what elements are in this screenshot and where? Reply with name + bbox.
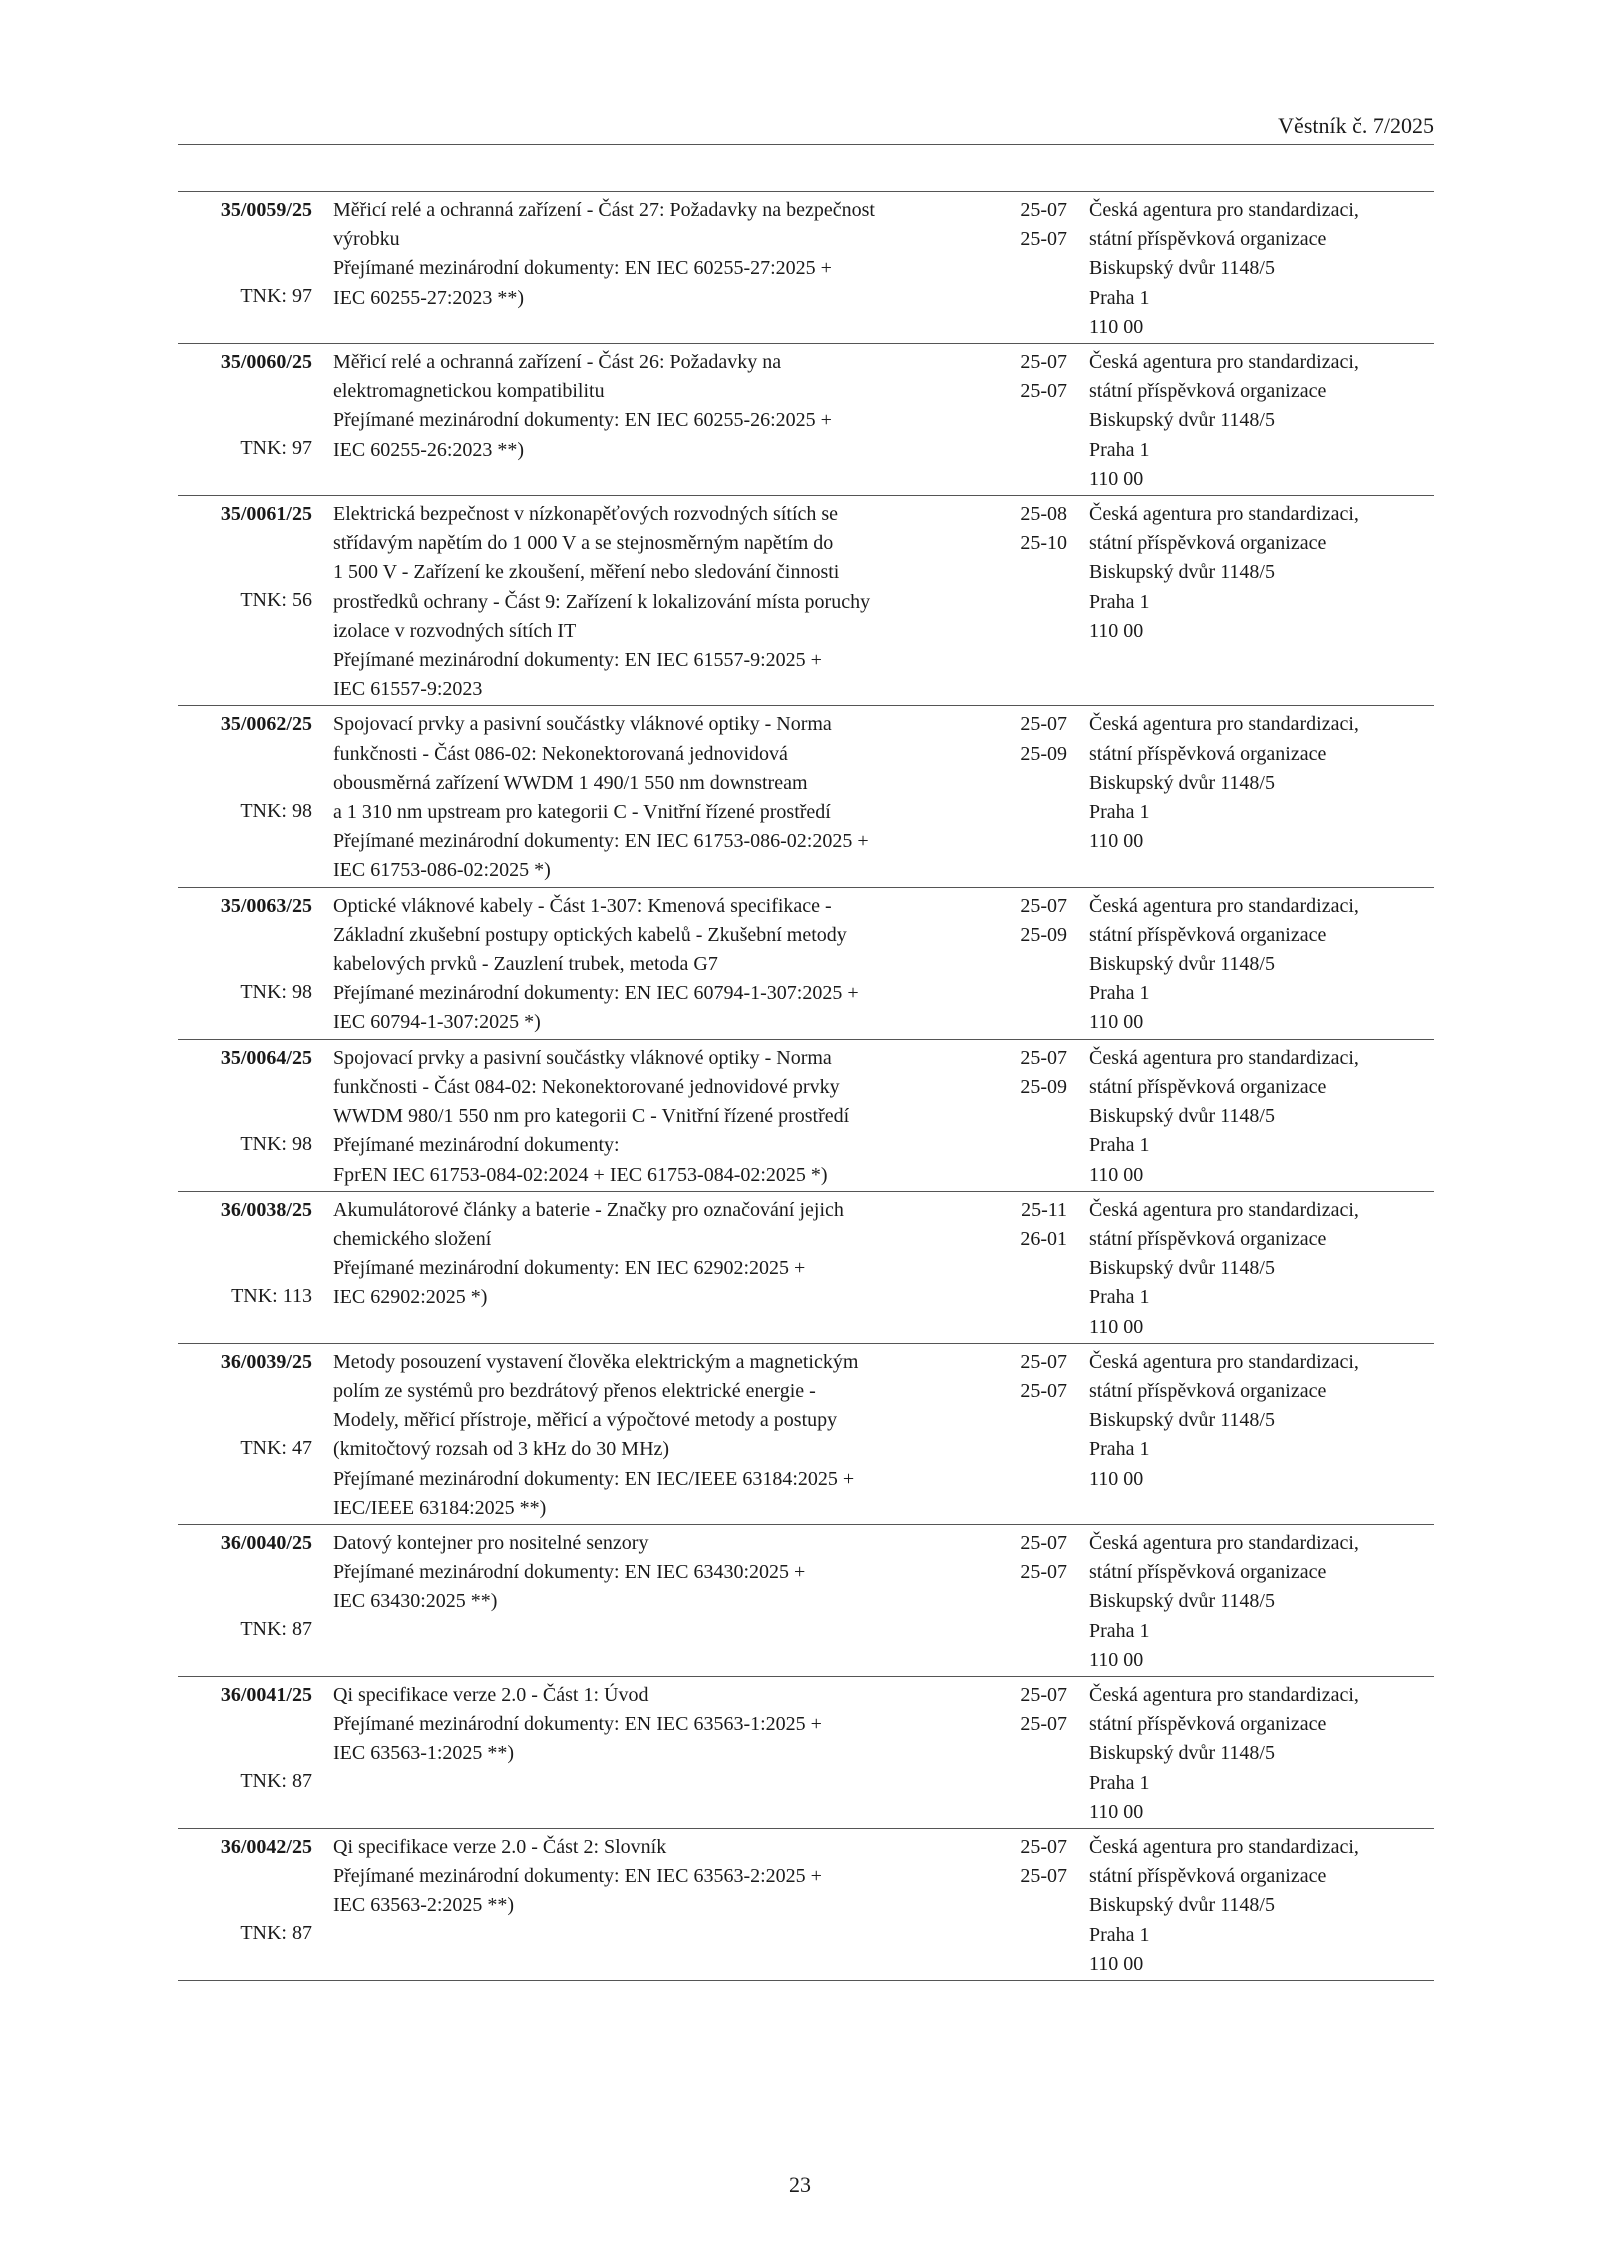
description-line: Přejímané mezinárodní dokumenty: EN IEC 60255-27:2025 + bbox=[333, 257, 832, 280]
description-line: IEC 62902:2025 *) bbox=[333, 1286, 488, 1309]
standard-entry bbox=[178, 496, 1434, 706]
entry-dates bbox=[1009, 1343, 1067, 1524]
entry-dates bbox=[1009, 344, 1067, 496]
description-line: Přejímané mezinárodní dokumenty: bbox=[333, 1134, 620, 1157]
entry-id-cell bbox=[178, 1343, 312, 1524]
description-line: Metody posouzení vystavení člověka elektrickým a magnetickým bbox=[333, 1350, 859, 1373]
address-line: 110 00 bbox=[1089, 1952, 1144, 1975]
description-line: a 1 310 nm upstream pro kategorii C - Vnitřní řízené prostředí bbox=[333, 801, 831, 824]
address-line: Česká agentura pro standardizaci, bbox=[1089, 713, 1359, 736]
entry-dates bbox=[1009, 706, 1067, 887]
entry-tnk: TNK: 87 bbox=[240, 1770, 312, 1793]
entry-number: 36/0038/25 bbox=[220, 1198, 312, 1221]
entry-tnk: TNK: 113 bbox=[231, 1284, 312, 1307]
entry-address bbox=[1067, 1828, 1434, 1980]
description-line: Základní zkušební postupy optických kabelů - Zkušební metody bbox=[333, 923, 847, 946]
entry-address bbox=[1067, 706, 1434, 887]
date-line: 25-07 bbox=[1020, 894, 1067, 917]
address-line: 110 00 bbox=[1089, 467, 1144, 490]
entry-description bbox=[312, 1039, 1009, 1191]
date-line: 25-09 bbox=[1020, 742, 1067, 765]
entry-number: 36/0039/25 bbox=[220, 1350, 312, 1373]
address-line: 110 00 bbox=[1089, 619, 1144, 642]
entry-number: 36/0040/25 bbox=[220, 1531, 312, 1554]
description-line: funkčnosti - Část 086-02: Nekonektorovaná jednovidová bbox=[333, 742, 788, 765]
description-line: (kmitočtový rozsah od 3 kHz do 30 MHz) bbox=[333, 1438, 670, 1461]
description-line: izolace v rozvodných sítích IT bbox=[333, 619, 577, 642]
date-line: 25-07 bbox=[1020, 1683, 1067, 1706]
description-line: prostředků ochrany - Část 9: Zařízení k lokalizování místa poruchy bbox=[333, 590, 871, 613]
date-line: 25-07 bbox=[1020, 713, 1067, 736]
standard-entry bbox=[178, 1676, 1434, 1828]
entry-description bbox=[312, 1191, 1009, 1343]
address-line: 110 00 bbox=[1089, 315, 1144, 338]
entry-id-cell bbox=[178, 1676, 312, 1828]
address-line: Praha 1 bbox=[1089, 1923, 1150, 1946]
entry-id-cell bbox=[178, 1828, 312, 1980]
address-line: Praha 1 bbox=[1089, 1286, 1150, 1309]
entry-address bbox=[1067, 1343, 1434, 1524]
entry-address bbox=[1067, 887, 1434, 1039]
address-line: Praha 1 bbox=[1089, 982, 1150, 1005]
address-line: státní příspěvková organizace bbox=[1089, 1075, 1327, 1098]
entry-description bbox=[312, 1828, 1009, 1980]
address-line: státní příspěvková organizace bbox=[1089, 380, 1327, 403]
date-line: 25-07 bbox=[1020, 1531, 1067, 1554]
entry-id-cell bbox=[178, 1039, 312, 1191]
entry-id-cell bbox=[178, 1524, 312, 1676]
description-line: obousměrná zařízení WWDM 1 490/1 550 nm downstream bbox=[333, 771, 808, 794]
address-line: Praha 1 bbox=[1089, 1134, 1150, 1157]
entry-dates bbox=[1009, 1828, 1067, 1980]
entry-description bbox=[312, 496, 1009, 706]
address-line: Česká agentura pro standardizaci, bbox=[1089, 199, 1359, 221]
description-line: Přejímané mezinárodní dokumenty: EN IEC/IEEE 63184:2025 + bbox=[333, 1467, 855, 1490]
address-line: státní příspěvková organizace bbox=[1089, 532, 1327, 555]
description-line: Přejímané mezinárodní dokumenty: EN IEC 60794-1-307:2025 + bbox=[333, 982, 859, 1005]
entry-tnk: TNK: 97 bbox=[240, 285, 312, 308]
entry-tnk: TNK: 56 bbox=[240, 589, 312, 612]
entry-tnk: TNK: 87 bbox=[240, 1618, 312, 1641]
date-line: 25-07 bbox=[1020, 1865, 1067, 1888]
entry-dates bbox=[1009, 887, 1067, 1039]
description-line: výrobku bbox=[333, 228, 400, 251]
address-line: Česká agentura pro standardizaci, bbox=[1089, 894, 1359, 917]
description-line: Elektrická bezpečnost v nízkonapěťových rozvodných sítích se bbox=[333, 503, 839, 526]
page-number: 23 bbox=[789, 2172, 811, 2197]
address-line: Česká agentura pro standardizaci, bbox=[1089, 351, 1359, 374]
address-line: Biskupský dvůr 1148/5 bbox=[1089, 1257, 1275, 1280]
entry-id-cell bbox=[178, 192, 312, 344]
address-line: Biskupský dvůr 1148/5 bbox=[1089, 257, 1275, 280]
entry-tnk: TNK: 97 bbox=[240, 437, 312, 460]
date-line: 25-07 bbox=[1020, 1835, 1067, 1858]
entry-number: 35/0063/25 bbox=[220, 894, 312, 917]
date-line: 25-11 bbox=[1021, 1198, 1067, 1221]
address-line: Praha 1 bbox=[1089, 286, 1150, 309]
entry-address bbox=[1067, 1191, 1434, 1343]
description-line: Měřicí relé a ochranná zařízení - Část 27: Požadavky na bezpečnost bbox=[333, 199, 875, 221]
address-line: Česká agentura pro standardizaci, bbox=[1089, 503, 1359, 526]
date-line: 25-10 bbox=[1020, 532, 1067, 555]
entry-description bbox=[312, 1676, 1009, 1828]
address-line: státní příspěvková organizace bbox=[1089, 1227, 1327, 1250]
address-line: Česká agentura pro standardizaci, bbox=[1089, 1835, 1359, 1858]
entry-tnk: TNK: 47 bbox=[240, 1436, 312, 1459]
entry-address bbox=[1067, 344, 1434, 496]
description-line: Qi specifikace verze 2.0 - Část 1: Úvod bbox=[333, 1683, 649, 1706]
address-line: Praha 1 bbox=[1089, 1619, 1150, 1642]
standard-entry bbox=[178, 192, 1434, 344]
address-line: Praha 1 bbox=[1089, 590, 1150, 613]
entry-id-cell bbox=[178, 496, 312, 706]
entry-description bbox=[312, 706, 1009, 887]
standard-entry bbox=[178, 706, 1434, 887]
description-line: polím ze systémů pro bezdrátový přenos elektrické energie - bbox=[333, 1379, 816, 1402]
standard-entry bbox=[178, 887, 1434, 1039]
address-line: Praha 1 bbox=[1089, 1771, 1150, 1794]
entry-number: 35/0059/25 bbox=[220, 199, 312, 221]
description-line: chemického složení bbox=[333, 1227, 492, 1250]
address-line: Česká agentura pro standardizaci, bbox=[1089, 1350, 1359, 1373]
date-line: 25-07 bbox=[1020, 228, 1067, 251]
date-line: 25-08 bbox=[1020, 503, 1067, 526]
entry-dates bbox=[1009, 496, 1067, 706]
address-line: 110 00 bbox=[1089, 1163, 1144, 1186]
address-line: Česká agentura pro standardizaci, bbox=[1089, 1531, 1359, 1554]
description-line: Přejímané mezinárodní dokumenty: EN IEC 63563-2:2025 + bbox=[333, 1865, 822, 1888]
entry-address bbox=[1067, 1524, 1434, 1676]
entry-description bbox=[312, 192, 1009, 344]
address-line: Biskupský dvůr 1148/5 bbox=[1089, 1894, 1275, 1917]
description-line: IEC 63563-1:2025 **) bbox=[333, 1742, 515, 1765]
address-line: Biskupský dvůr 1148/5 bbox=[1089, 1105, 1275, 1128]
description-line: Přejímané mezinárodní dokumenty: EN IEC 63430:2025 + bbox=[333, 1561, 806, 1584]
entry-tnk: TNK: 98 bbox=[240, 980, 312, 1003]
address-line: Biskupský dvůr 1148/5 bbox=[1089, 771, 1275, 794]
standard-entry bbox=[178, 344, 1434, 496]
description-line: IEC 60794-1-307:2025 *) bbox=[333, 1011, 541, 1034]
description-line: IEC 61753-086-02:2025 *) bbox=[333, 859, 551, 882]
description-line: Spojovací prvky a pasivní součástky vláknové optiky - Norma bbox=[333, 1046, 832, 1069]
description-line: Spojovací prvky a pasivní součástky vláknové optiky - Norma bbox=[333, 713, 832, 736]
date-line: 25-07 bbox=[1020, 1379, 1067, 1402]
entry-number: 36/0041/25 bbox=[220, 1683, 312, 1706]
description-line: Optické vláknové kabely - Část 1-307: Kmenová specifikace - bbox=[333, 894, 832, 917]
description-line: Přejímané mezinárodní dokumenty: EN IEC 61753-086-02:2025 + bbox=[333, 830, 869, 853]
entry-dates bbox=[1009, 1676, 1067, 1828]
date-line: 25-07 bbox=[1020, 1046, 1067, 1069]
address-line: Biskupský dvůr 1148/5 bbox=[1089, 1590, 1275, 1613]
description-line: Qi specifikace verze 2.0 - Část 2: Slovník bbox=[333, 1835, 667, 1858]
bulletin-title: Věstník č. 7/2025 bbox=[1278, 113, 1434, 138]
entry-address bbox=[1067, 1039, 1434, 1191]
address-line: Biskupský dvůr 1148/5 bbox=[1089, 1409, 1275, 1432]
standard-entry bbox=[178, 1039, 1434, 1191]
entry-id-cell bbox=[178, 887, 312, 1039]
entry-number: 35/0060/25 bbox=[220, 351, 312, 374]
description-line: střídavým napětím do 1 000 V a se stejnosměrným napětím do bbox=[333, 532, 834, 555]
description-line: IEC/IEEE 63184:2025 **) bbox=[333, 1496, 547, 1519]
address-line: státní příspěvková organizace bbox=[1089, 1713, 1327, 1736]
address-line: státní příspěvková organizace bbox=[1089, 1865, 1327, 1888]
description-line: IEC 60255-27:2023 **) bbox=[333, 286, 525, 309]
entry-number: 35/0061/25 bbox=[220, 503, 312, 526]
page-header bbox=[178, 113, 1434, 145]
address-line: státní příspěvková organizace bbox=[1089, 923, 1327, 946]
standard-entry bbox=[178, 1343, 1434, 1524]
date-line: 25-09 bbox=[1020, 923, 1067, 946]
address-line: státní příspěvková organizace bbox=[1089, 1561, 1327, 1584]
date-line: 25-07 bbox=[1020, 351, 1067, 374]
address-line: 110 00 bbox=[1089, 1467, 1144, 1490]
entry-number: 36/0042/25 bbox=[220, 1835, 312, 1858]
address-line: 110 00 bbox=[1089, 1800, 1144, 1823]
address-line: Praha 1 bbox=[1089, 1438, 1150, 1461]
description-line: Akumulátorové články a baterie - Značky pro označování jejich bbox=[333, 1198, 844, 1221]
entry-description bbox=[312, 1524, 1009, 1676]
entry-address bbox=[1067, 496, 1434, 706]
description-line: Přejímané mezinárodní dokumenty: EN IEC 60255-26:2025 + bbox=[333, 409, 832, 432]
entry-description bbox=[312, 344, 1009, 496]
description-line: IEC 63563-2:2025 **) bbox=[333, 1894, 515, 1917]
entry-tnk: TNK: 98 bbox=[240, 799, 312, 822]
description-line: WWDM 980/1 550 nm pro kategorii C - Vnitřní řízené prostředí bbox=[333, 1105, 850, 1128]
description-line: kabelových prvků - Zauzlení trubek, metoda G7 bbox=[333, 953, 718, 976]
description-line: funkčnosti - Část 084-02: Nekonektorované jednovidové prvky bbox=[333, 1075, 840, 1098]
address-line: státní příspěvková organizace bbox=[1089, 742, 1327, 765]
entry-dates bbox=[1009, 192, 1067, 344]
entry-id-cell bbox=[178, 706, 312, 887]
entry-description bbox=[312, 1343, 1009, 1524]
address-line: Biskupský dvůr 1148/5 bbox=[1089, 409, 1275, 432]
address-line: 110 00 bbox=[1089, 1315, 1144, 1338]
entry-number: 35/0064/25 bbox=[220, 1046, 312, 1069]
description-line: IEC 61557-9:2023 bbox=[333, 678, 483, 701]
address-line: Biskupský dvůr 1148/5 bbox=[1089, 1742, 1275, 1765]
entry-address bbox=[1067, 1676, 1434, 1828]
address-line: státní příspěvková organizace bbox=[1089, 228, 1327, 251]
entry-description bbox=[312, 887, 1009, 1039]
standards-list bbox=[178, 191, 1434, 1981]
description-line: Měřicí relé a ochranná zařízení - Část 26: Požadavky na bbox=[333, 351, 782, 374]
description-line: Datový kontejner pro nositelné senzory bbox=[333, 1531, 649, 1554]
entry-id-cell bbox=[178, 1191, 312, 1343]
description-line: elektromagnetickou kompatibilitu bbox=[333, 380, 605, 403]
standard-entry bbox=[178, 1828, 1434, 1980]
date-line: 25-07 bbox=[1020, 380, 1067, 403]
date-line: 25-07 bbox=[1020, 199, 1067, 221]
entry-address bbox=[1067, 192, 1434, 344]
address-line: 110 00 bbox=[1089, 1648, 1144, 1671]
address-line: Biskupský dvůr 1148/5 bbox=[1089, 953, 1275, 976]
standard-entry bbox=[178, 1524, 1434, 1676]
description-line: IEC 63430:2025 **) bbox=[333, 1590, 498, 1613]
address-line: Biskupský dvůr 1148/5 bbox=[1089, 561, 1275, 584]
address-line: Česká agentura pro standardizaci, bbox=[1089, 1198, 1359, 1221]
date-line: 25-07 bbox=[1020, 1713, 1067, 1736]
address-line: 110 00 bbox=[1089, 830, 1144, 853]
entry-tnk: TNK: 98 bbox=[240, 1132, 312, 1155]
date-line: 25-07 bbox=[1020, 1561, 1067, 1584]
date-line: 25-07 bbox=[1020, 1350, 1067, 1373]
address-line: 110 00 bbox=[1089, 1011, 1144, 1034]
standard-entry bbox=[178, 1191, 1434, 1343]
address-line: Česká agentura pro standardizaci, bbox=[1089, 1046, 1359, 1069]
description-line: Přejímané mezinárodní dokumenty: EN IEC 62902:2025 + bbox=[333, 1257, 806, 1280]
description-line: Modely, měřicí přístroje, měřicí a výpočtové metody a postupy bbox=[333, 1409, 838, 1432]
description-line: Přejímané mezinárodní dokumenty: EN IEC 63563-1:2025 + bbox=[333, 1713, 822, 1736]
description-line: 1 500 V - Zařízení ke zkoušení, měření nebo sledování činnosti bbox=[333, 561, 840, 584]
address-line: Česká agentura pro standardizaci, bbox=[1089, 1683, 1359, 1706]
entry-number: 35/0062/25 bbox=[220, 713, 312, 736]
date-line: 25-09 bbox=[1020, 1075, 1067, 1098]
address-line: Praha 1 bbox=[1089, 438, 1150, 461]
entry-dates bbox=[1009, 1191, 1067, 1343]
entry-dates bbox=[1009, 1524, 1067, 1676]
entry-dates bbox=[1009, 1039, 1067, 1191]
address-line: státní příspěvková organizace bbox=[1089, 1379, 1327, 1402]
description-line: IEC 60255-26:2023 **) bbox=[333, 438, 525, 461]
address-line: Praha 1 bbox=[1089, 801, 1150, 824]
description-line: FprEN IEC 61753-084-02:2024 + IEC 61753-084-02:2025 *) bbox=[333, 1163, 828, 1186]
entry-tnk: TNK: 87 bbox=[240, 1922, 312, 1945]
date-line: 26-01 bbox=[1020, 1227, 1067, 1250]
description-line: Přejímané mezinárodní dokumenty: EN IEC 61557-9:2025 + bbox=[333, 649, 822, 672]
entry-id-cell bbox=[178, 344, 312, 496]
